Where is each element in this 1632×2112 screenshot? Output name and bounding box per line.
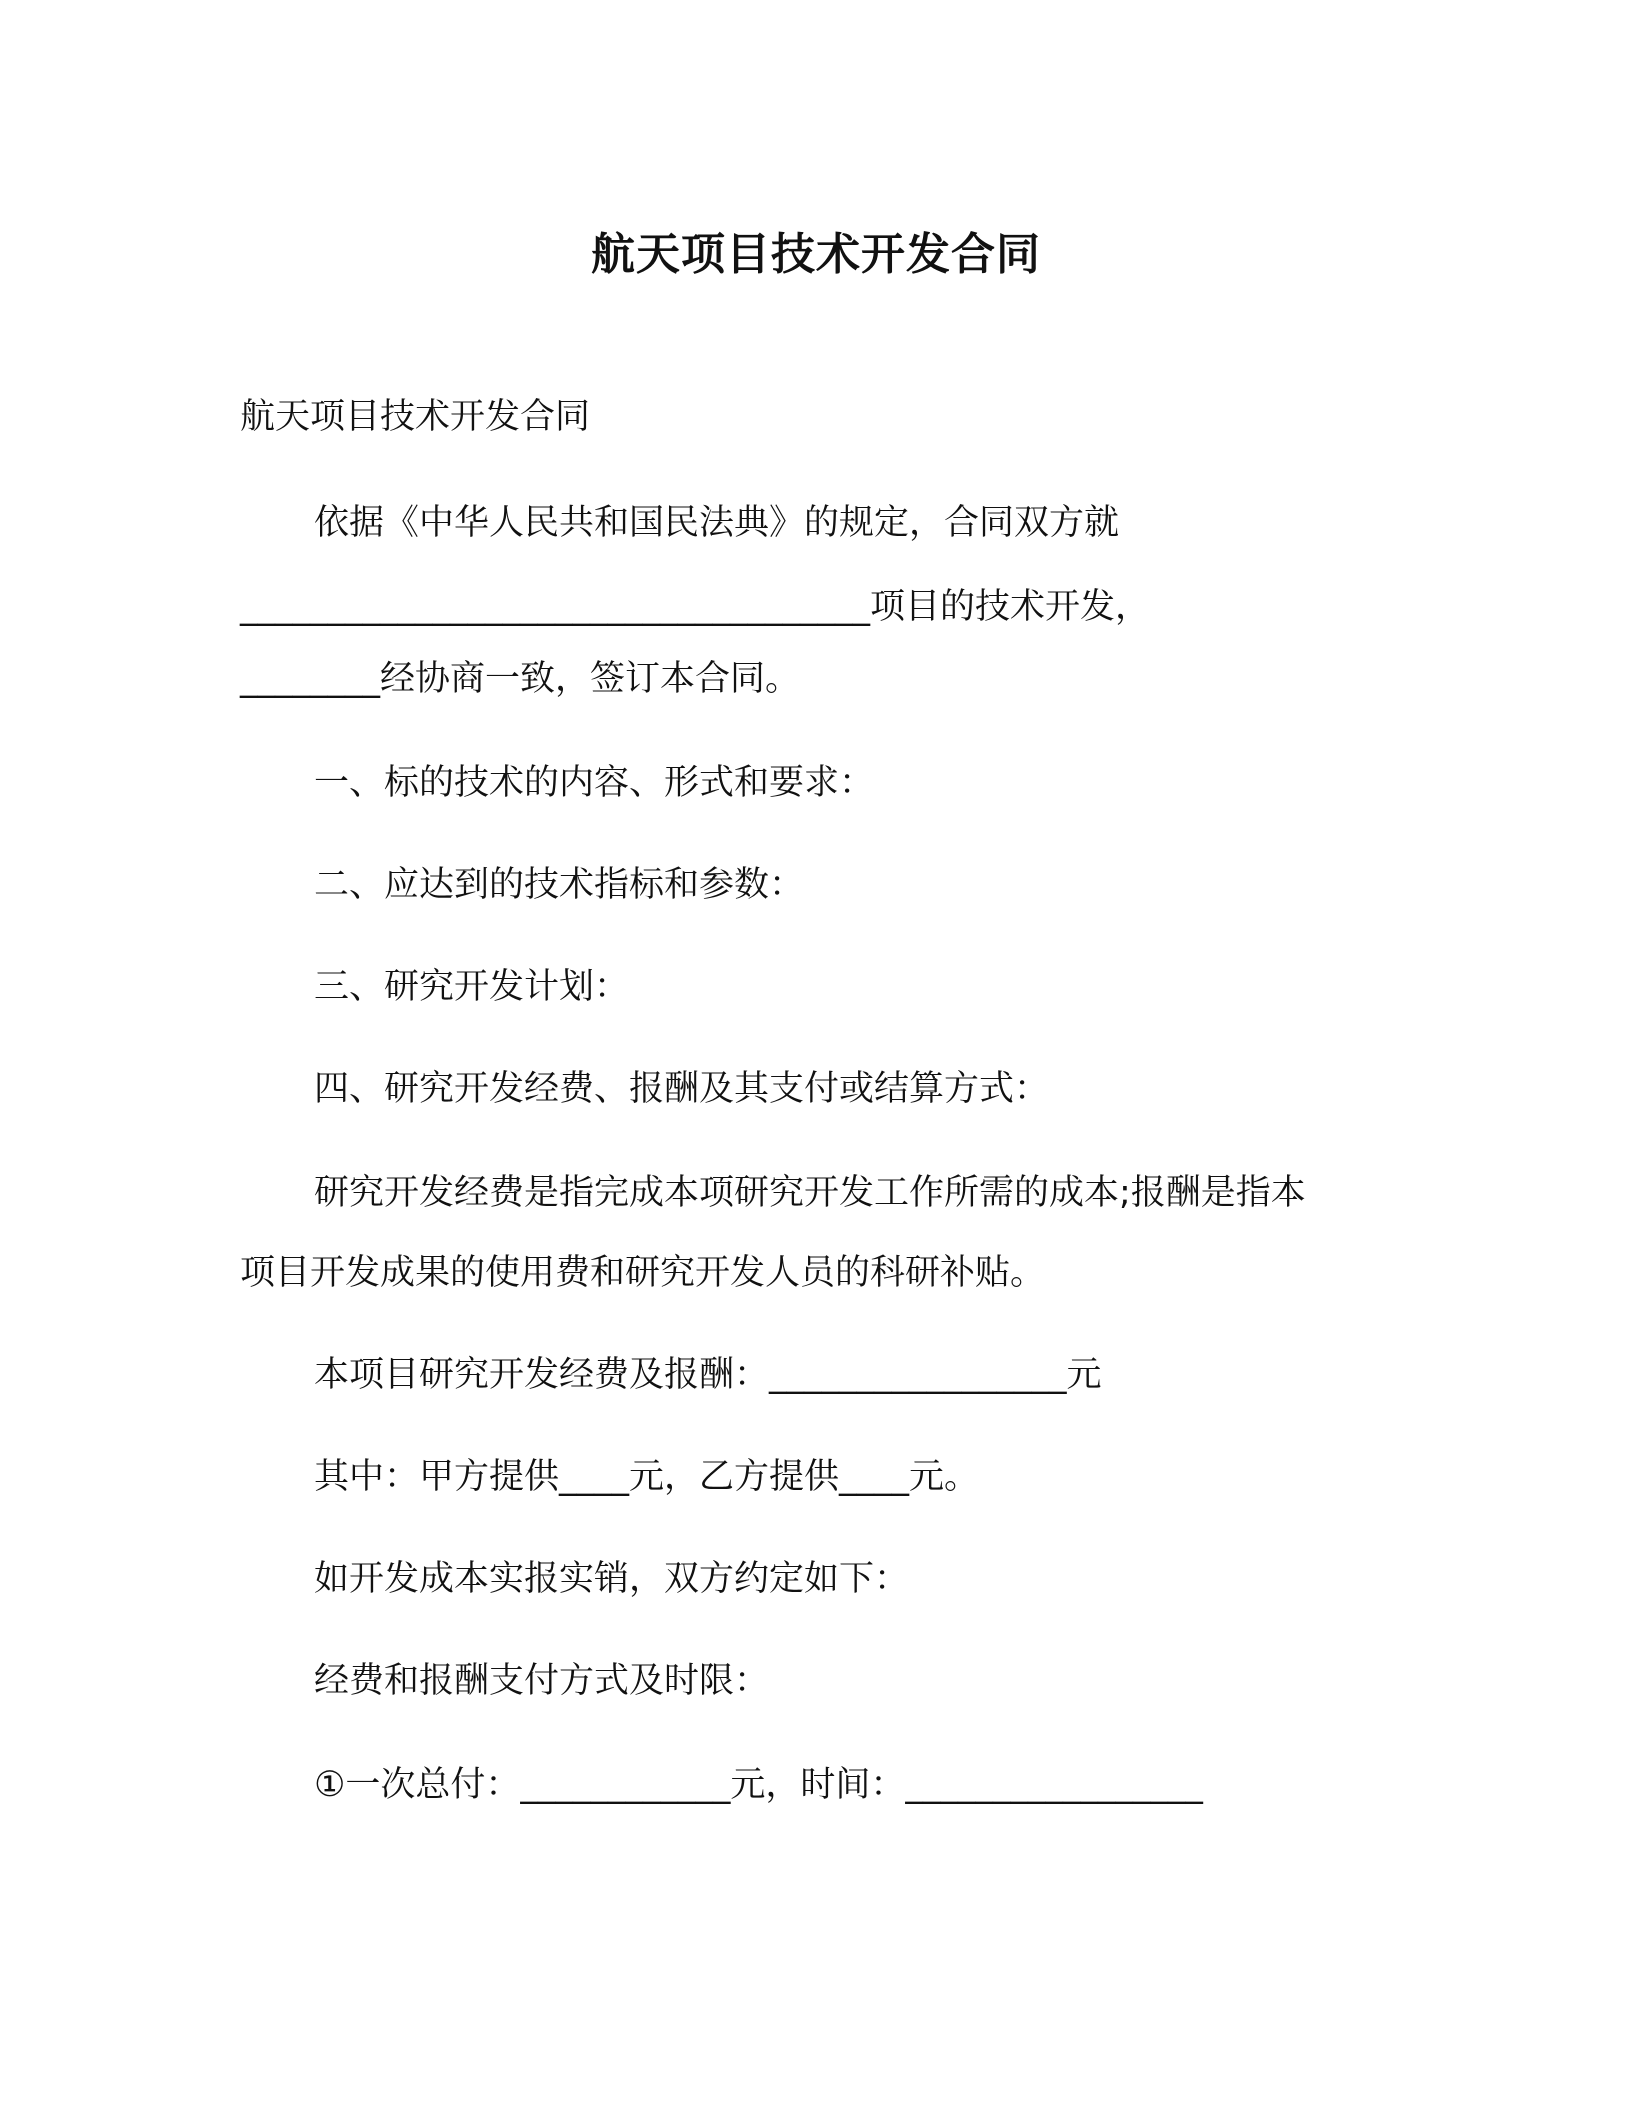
paragraph-line: ____________________________________项目的技术开发， (240, 587, 1151, 627)
paragraph-line: 依据《中华人民共和国民法典》的规定，合同双方就 (314, 503, 1120, 543)
paragraph-line: ①一次总付：____________元，时间：_________________ (314, 1765, 1203, 1805)
paragraph-line: 研究开发经费是指完成本项研究开发工作所需的成本;报酬是指本 (314, 1173, 1306, 1213)
section-heading-2: 二、应达到的技术指标和参数： (314, 865, 805, 905)
paragraph-line: 其中：甲方提供____元，乙方提供____元。 (314, 1457, 980, 1497)
paragraph-line: 经费和报酬支付方式及时限： (314, 1661, 770, 1701)
section-heading-1: 一、标的技术的内容、形式和要求： (314, 763, 875, 803)
paragraph-line: ________经协商一致，签订本合同。 (240, 659, 801, 699)
paragraph-line: 项目开发成果的使用费和研究开发人员的科研补贴。 (240, 1253, 1046, 1293)
document-subtitle: 航天项目技术开发合同 (240, 397, 591, 437)
section-heading-3: 三、研究开发计划： (314, 967, 630, 1007)
document-title: 航天项目技术开发合同 (591, 229, 1041, 280)
paragraph-line: 如开发成本实报实销，双方约定如下： (314, 1559, 910, 1599)
section-heading-4: 四、研究开发经费、报酬及其支付或结算方式： (314, 1069, 1050, 1109)
paragraph-line: 本项目研究开发经费及报酬：_________________元 (314, 1355, 1102, 1395)
